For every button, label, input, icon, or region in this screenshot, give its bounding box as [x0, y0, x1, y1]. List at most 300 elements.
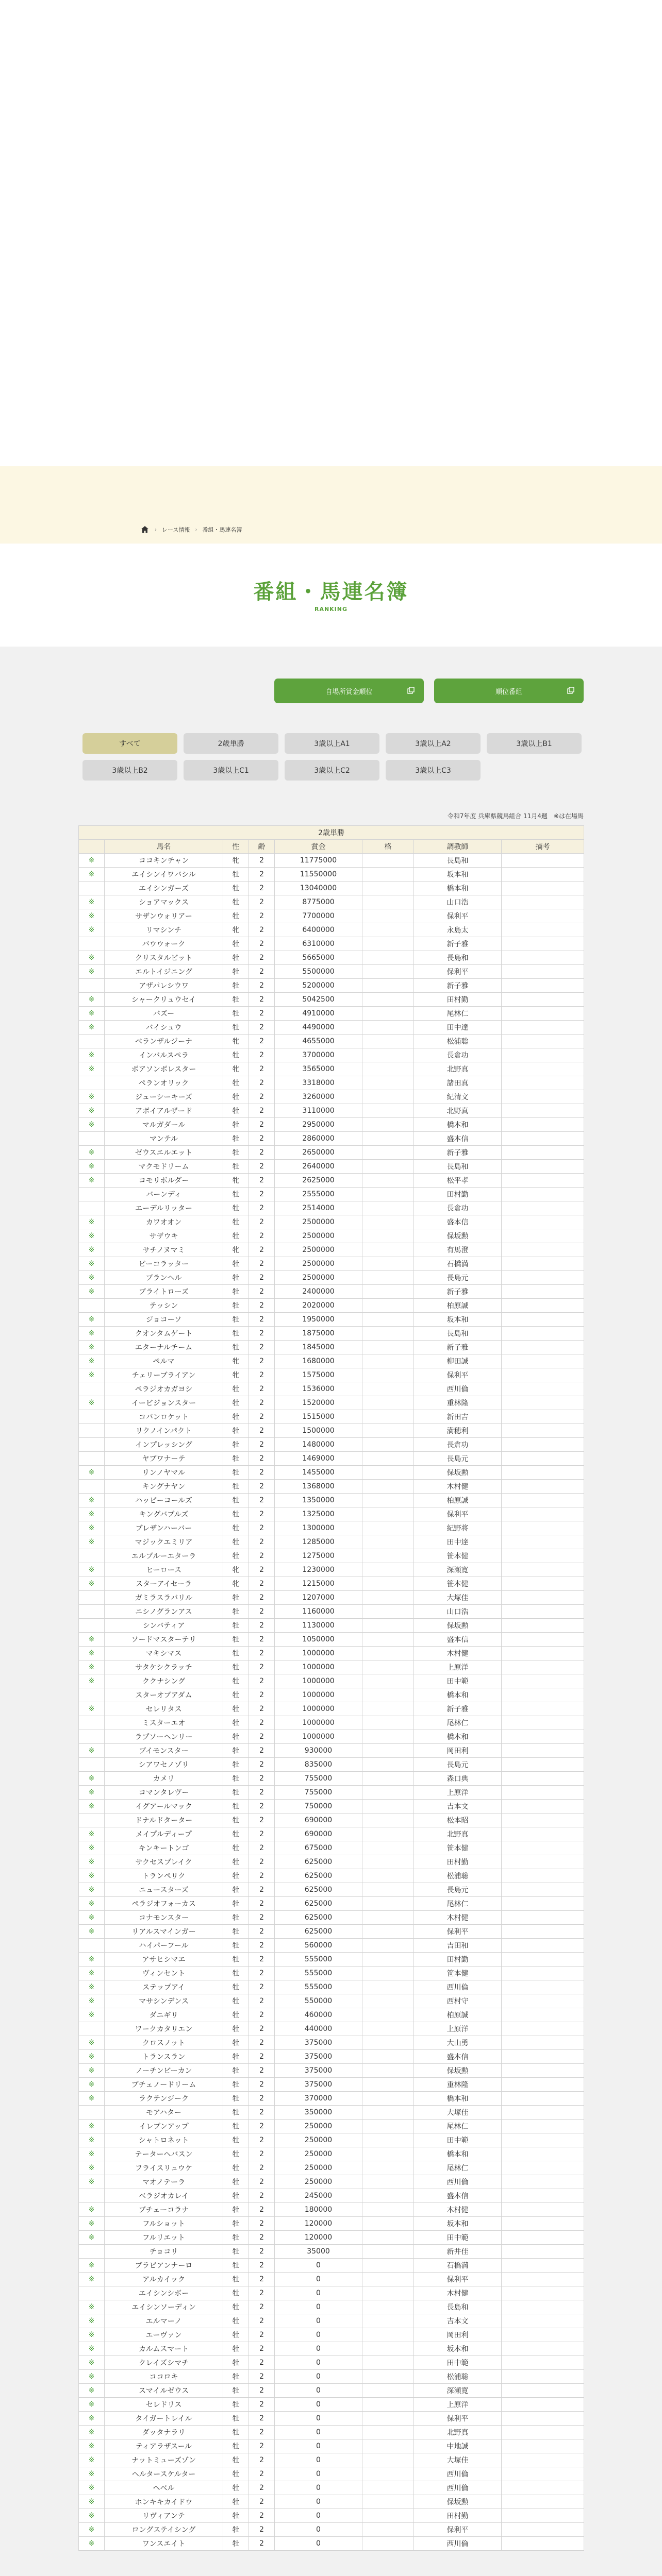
trainer-cell: 松平孝	[414, 1174, 502, 1188]
name-cell: マジックエミリア	[105, 1535, 223, 1549]
mark-cell: ※	[79, 854, 105, 868]
prize-cell: 2500000	[275, 1229, 362, 1243]
name-cell: ペランオリック	[105, 1076, 223, 1090]
name-cell: ステップアイ	[105, 1980, 223, 1994]
mark-cell: ※	[79, 2495, 105, 2509]
table-row	[79, 1466, 584, 1480]
trainer-cell: 田中範	[414, 1674, 502, 1688]
name-cell: イレブンアップ	[105, 2120, 223, 2133]
trainer-cell: 北野真	[414, 1104, 502, 1118]
notes-cell	[502, 2370, 584, 2384]
name-cell: ラプソーヘンリー	[105, 1730, 223, 1744]
age-cell: 2	[249, 2384, 275, 2398]
age-cell: 2	[249, 2481, 275, 2495]
trainer-cell: 笹本健	[414, 1841, 502, 1855]
notes-cell	[502, 2064, 584, 2078]
notes-cell	[502, 2245, 584, 2259]
class-cell	[362, 1048, 414, 1062]
class-cell	[362, 1354, 414, 1368]
name-cell: クロスノット	[105, 2036, 223, 2050]
table-row	[79, 895, 584, 909]
trainer-cell: 中地誠	[414, 2439, 502, 2453]
trainer-cell: 大塚佳	[414, 2106, 502, 2120]
notes-cell	[502, 923, 584, 937]
name-cell: クリスタルビット	[105, 951, 223, 965]
name-cell: バズー	[105, 1007, 223, 1021]
class-cell	[362, 1814, 414, 1827]
table-row	[79, 2509, 584, 2523]
trainer-cell: 長島元	[414, 1758, 502, 1772]
notes-cell	[502, 1480, 584, 1494]
mark-cell: ※	[79, 2008, 105, 2022]
sex-cell: 牡	[223, 1674, 249, 1688]
prize-ranking-button[interactable]	[274, 679, 424, 703]
table-row	[79, 2092, 584, 2106]
notes-cell	[502, 1647, 584, 1660]
filter-3yo-a2[interactable]: 3歳以上A2	[386, 733, 481, 754]
sex-cell: 牡	[223, 1007, 249, 1021]
notes-cell	[502, 1354, 584, 1368]
name-cell: カメリ	[105, 1772, 223, 1786]
sex-cell: 牡	[223, 1410, 249, 1424]
name-cell: サザンウォリアー	[105, 909, 223, 923]
mark-cell: ※	[79, 1021, 105, 1035]
table-row	[79, 1201, 584, 1215]
class-cell	[362, 1994, 414, 2008]
age-cell: 2	[249, 1772, 275, 1786]
age-cell: 2	[249, 1160, 275, 1174]
notes-cell	[502, 1243, 584, 1257]
age-cell: 2	[249, 2078, 275, 2092]
sex-cell: 牡	[223, 2120, 249, 2133]
mark-cell: ※	[79, 2509, 105, 2523]
notes-cell	[502, 1563, 584, 1577]
notes-cell	[502, 1521, 584, 1535]
prize-cell: 2860000	[275, 1132, 362, 1146]
name-cell: エルマーノ	[105, 2314, 223, 2328]
mark-cell: ※	[79, 2120, 105, 2133]
mark-cell: ※	[79, 2439, 105, 2453]
prize-cell: 930000	[275, 1744, 362, 1758]
name-cell: ソードマスターテリ	[105, 1633, 223, 1647]
notes-cell	[502, 1313, 584, 1327]
prize-cell: 1500000	[275, 1424, 362, 1438]
mark-cell: ※	[79, 1897, 105, 1911]
class-cell	[362, 2453, 414, 2467]
name-cell: ロングステイシング	[105, 2523, 223, 2537]
name-cell: ココキンチャン	[105, 854, 223, 868]
trainer-cell: 長島元	[414, 1883, 502, 1897]
table-row	[79, 1090, 584, 1104]
name-cell: スターアイセーラ	[105, 1577, 223, 1591]
mark-cell: ※	[79, 2231, 105, 2245]
class-cell	[362, 1647, 414, 1660]
sex-cell: 牡	[223, 1925, 249, 1939]
trainer-cell: 保坂勲	[414, 1619, 502, 1633]
trainer-cell: 山口浩	[414, 895, 502, 909]
name-cell: ワンスエイト	[105, 2537, 223, 2551]
mark-cell: ※	[79, 1354, 105, 1368]
trainer-cell: 田中達	[414, 1021, 502, 1035]
age-cell: 2	[249, 2523, 275, 2537]
class-cell	[362, 1146, 414, 1160]
notes-cell	[502, 2106, 584, 2120]
mark-cell: ※	[79, 1633, 105, 1647]
class-cell	[362, 1118, 414, 1132]
mark-cell	[79, 1035, 105, 1048]
trainer-cell: 保利平	[414, 2412, 502, 2426]
prize-cell: 2400000	[275, 1285, 362, 1299]
age-cell: 2	[249, 1007, 275, 1021]
age-cell: 2	[249, 2189, 275, 2203]
age-cell: 2	[249, 1048, 275, 1062]
class-cell	[362, 2189, 414, 2203]
prize-cell: 1680000	[275, 1354, 362, 1368]
filter-3yo-a1[interactable]: 3歳以上A1	[285, 733, 379, 754]
prize-cell: 250000	[275, 2133, 362, 2147]
prize-cell: 0	[275, 2328, 362, 2342]
table-row	[79, 923, 584, 937]
sex-cell: 牡	[223, 937, 249, 951]
age-cell: 2	[249, 965, 275, 979]
table-row	[79, 1605, 584, 1619]
notes-cell	[502, 1424, 584, 1438]
notes-cell	[502, 2509, 584, 2523]
sex-cell: 牡	[223, 1535, 249, 1549]
table-row	[79, 2481, 584, 2495]
trainer-cell: 木村健	[414, 1911, 502, 1925]
trainer-cell: 西川倫	[414, 1980, 502, 1994]
age-cell: 2	[249, 1507, 275, 1521]
table-row	[79, 2412, 584, 2426]
name-cell: リヴィアンテ	[105, 2509, 223, 2523]
trainer-cell: 盛本信	[414, 1215, 502, 1229]
prize-cell: 755000	[275, 1772, 362, 1786]
age-cell: 2	[249, 1549, 275, 1563]
mark-cell: ※	[79, 1953, 105, 1967]
mark-cell: ※	[79, 923, 105, 937]
notes-cell	[502, 909, 584, 923]
prize-cell: 3700000	[275, 1048, 362, 1062]
notes-cell	[502, 2050, 584, 2064]
class-cell	[362, 2481, 414, 2495]
prize-cell: 1325000	[275, 1507, 362, 1521]
sex-cell: 牡	[223, 895, 249, 909]
age-cell: 2	[249, 1911, 275, 1925]
filter-3yo-c2[interactable]: 3歳以上C2	[285, 760, 379, 781]
class-cell	[362, 2203, 414, 2217]
class-cell	[362, 2342, 414, 2356]
prize-cell: 0	[275, 2453, 362, 2467]
prize-cell: 625000	[275, 1925, 362, 1939]
mark-cell: ※	[79, 1800, 105, 1814]
trainer-cell: 有馬澄	[414, 1243, 502, 1257]
prize-cell: 2650000	[275, 1146, 362, 1160]
trainer-cell: 吉本文	[414, 2314, 502, 2328]
table-row	[79, 2537, 584, 2551]
name-cell: エイシンシボー	[105, 2286, 223, 2300]
notes-cell	[502, 2022, 584, 2036]
horse-table-wrapper	[78, 825, 584, 2551]
name-cell: ブイモンスター	[105, 1744, 223, 1758]
age-cell: 2	[249, 2537, 275, 2551]
sex-cell: 牡	[223, 1994, 249, 2008]
table-row	[79, 854, 584, 868]
prize-cell: 555000	[275, 1980, 362, 1994]
age-cell: 2	[249, 1591, 275, 1605]
trainer-cell: 満穂利	[414, 1424, 502, 1438]
sex-cell: 牡	[223, 1146, 249, 1160]
age-cell: 2	[249, 2120, 275, 2133]
notes-cell	[502, 2537, 584, 2551]
filter-3yo-b1[interactable]: 3歳以上B1	[487, 733, 582, 754]
notes-cell	[502, 2439, 584, 2453]
trainer-cell: 田村勤	[414, 1953, 502, 1967]
table-row	[79, 2078, 584, 2092]
class-cell	[362, 1188, 414, 1201]
trainer-cell: 保利平	[414, 1507, 502, 1521]
class-cell	[362, 2245, 414, 2259]
sex-cell: 牡	[223, 2064, 249, 2078]
age-cell: 2	[249, 1229, 275, 1243]
prize-cell: 13040000	[275, 882, 362, 895]
prize-cell: 1520000	[275, 1396, 362, 1410]
prize-cell: 0	[275, 2398, 362, 2412]
notes-cell	[502, 1730, 584, 1744]
name-cell: リンノヤマル	[105, 1466, 223, 1480]
mark-cell	[79, 1410, 105, 1424]
prize-cell: 2555000	[275, 1188, 362, 1201]
class-cell	[362, 2050, 414, 2064]
class-cell	[362, 2370, 414, 2384]
sex-cell: 牡	[223, 2523, 249, 2537]
sex-cell: 牡	[223, 1883, 249, 1897]
notes-cell	[502, 2467, 584, 2481]
name-cell: ヤブワナーテ	[105, 1452, 223, 1466]
filter-3yo-c1[interactable]: 3歳以上C1	[184, 760, 278, 781]
name-cell: ブチェノードリーム	[105, 2078, 223, 2092]
filter-2yo[interactable]: 2歳単勝	[184, 733, 278, 754]
notes-cell	[502, 1188, 584, 1201]
age-cell: 2	[249, 1688, 275, 1702]
name-cell: ショアマックス	[105, 895, 223, 909]
prize-cell: 625000	[275, 1897, 362, 1911]
mark-cell: ※	[79, 2259, 105, 2273]
notes-cell	[502, 1605, 584, 1619]
rank-program-button[interactable]	[434, 679, 584, 703]
age-cell: 2	[249, 882, 275, 895]
age-cell: 2	[249, 2092, 275, 2106]
sex-cell: 牡	[223, 1215, 249, 1229]
trainer-cell: 西川倫	[414, 2537, 502, 2551]
class-cell	[362, 1605, 414, 1619]
table-row	[79, 2120, 584, 2133]
table-row	[79, 1438, 584, 1452]
trainer-cell: 盛本信	[414, 1633, 502, 1647]
table-row	[79, 882, 584, 895]
trainer-cell: 重林隆	[414, 2078, 502, 2092]
mark-cell: ※	[79, 1535, 105, 1549]
name-cell: マオノテーラ	[105, 2175, 223, 2189]
mark-cell	[79, 937, 105, 951]
trainer-cell: 長倉功	[414, 1201, 502, 1215]
mark-cell: ※	[79, 1104, 105, 1118]
prize-cell: 1875000	[275, 1327, 362, 1341]
prize-cell: 3260000	[275, 1090, 362, 1104]
name-cell: ブチェーコラナ	[105, 2203, 223, 2217]
age-cell: 2	[249, 2370, 275, 2384]
sex-cell: 牡	[223, 1716, 249, 1730]
prize-cell: 180000	[275, 2203, 362, 2217]
name-cell: エイシンガーズ	[105, 882, 223, 895]
prize-cell: 1000000	[275, 1716, 362, 1730]
table-row	[79, 2300, 584, 2314]
trainer-cell: 木村健	[414, 2203, 502, 2217]
notes-cell	[502, 1633, 584, 1647]
trainer-cell: 新子雅	[414, 1285, 502, 1299]
mark-cell: ※	[79, 1174, 105, 1188]
notes-cell	[502, 1674, 584, 1688]
age-cell: 2	[249, 1869, 275, 1883]
table-row	[79, 1118, 584, 1132]
mark-cell: ※	[79, 2384, 105, 2398]
prize-cell: 250000	[275, 2147, 362, 2161]
age-cell: 2	[249, 1730, 275, 1744]
age-cell: 2	[249, 1716, 275, 1730]
name-cell: シアワセノゾリ	[105, 1758, 223, 1772]
age-cell: 2	[249, 1438, 275, 1452]
prize-cell: 1230000	[275, 1563, 362, 1577]
mark-cell: ※	[79, 2370, 105, 2384]
notes-cell	[502, 2231, 584, 2245]
action-buttons	[0, 679, 662, 703]
sex-cell: 牡	[223, 1758, 249, 1772]
name-cell: フルリエット	[105, 2231, 223, 2245]
table-row	[79, 2245, 584, 2259]
class-cell	[362, 1549, 414, 1563]
trainer-cell: 木村健	[414, 1647, 502, 1660]
prize-cell: 0	[275, 2412, 362, 2426]
mark-cell: ※	[79, 1855, 105, 1869]
prize-cell: 625000	[275, 1855, 362, 1869]
mark-cell: ※	[79, 1271, 105, 1285]
trainer-cell: 長島和	[414, 854, 502, 868]
breadcrumb-race-info[interactable]: レース情報	[162, 527, 190, 533]
age-cell: 2	[249, 2398, 275, 2412]
name-cell: ブレザンハーバー	[105, 1521, 223, 1535]
notes-cell	[502, 1062, 584, 1076]
sex-cell: 牝	[223, 1062, 249, 1076]
trainer-cell: 橋本和	[414, 1688, 502, 1702]
trainer-cell: 田村勤	[414, 1855, 502, 1869]
class-cell	[362, 1911, 414, 1925]
class-cell	[362, 2036, 414, 2050]
age-cell: 2	[249, 2133, 275, 2147]
table-row	[79, 2147, 584, 2161]
name-cell: クレイズシマチ	[105, 2356, 223, 2370]
trainer-cell: 田中範	[414, 2356, 502, 2370]
class-cell	[362, 2467, 414, 2481]
page-title: 番組・馬連名簿	[253, 580, 409, 604]
filter-3yo-c3[interactable]: 3歳以上C3	[386, 760, 481, 781]
filter-3yo-b2[interactable]: 3歳以上B2	[82, 760, 177, 781]
trainer-cell: 木村健	[414, 1480, 502, 1494]
sex-cell: 牡	[223, 1688, 249, 1702]
trainer-cell: 保坂勲	[414, 1466, 502, 1480]
table-row	[79, 1702, 584, 1716]
mark-cell	[79, 1076, 105, 1090]
age-cell: 2	[249, 1980, 275, 1994]
sex-cell: 牡	[223, 2481, 249, 2495]
table-row	[79, 2286, 584, 2300]
mark-cell: ※	[79, 2537, 105, 2551]
prize-cell: 1215000	[275, 1577, 362, 1591]
name-cell: サタケシクラッチ	[105, 1660, 223, 1674]
sex-cell: 牡	[223, 2092, 249, 2106]
sex-cell: 牡	[223, 2495, 249, 2509]
table-row	[79, 1939, 584, 1953]
age-cell: 2	[249, 895, 275, 909]
sex-cell: 牡	[223, 2217, 249, 2231]
mark-cell: ※	[79, 1911, 105, 1925]
notes-cell	[502, 868, 584, 882]
trainer-cell: 長倉功	[414, 1438, 502, 1452]
class-cell	[362, 2078, 414, 2092]
notes-cell	[502, 1744, 584, 1758]
prize-cell: 1000000	[275, 1730, 362, 1744]
sex-cell: 牡	[223, 2161, 249, 2175]
table-row	[79, 2008, 584, 2022]
name-cell: アルカイック	[105, 2273, 223, 2286]
prize-cell: 2514000	[275, 1201, 362, 1215]
age-cell: 2	[249, 2314, 275, 2328]
notes-cell	[502, 1911, 584, 1925]
name-cell: アサヒシマエ	[105, 1953, 223, 1967]
class-cell	[362, 1869, 414, 1883]
mark-cell: ※	[79, 1118, 105, 1132]
trainer-cell: 山口浩	[414, 1605, 502, 1619]
trainer-cell: 柏原誠	[414, 1494, 502, 1507]
mark-cell: ※	[79, 1090, 105, 1104]
age-cell: 2	[249, 1883, 275, 1897]
trainer-cell: 柏原誠	[414, 1299, 502, 1313]
mark-cell	[79, 1299, 105, 1313]
age-cell: 2	[249, 2050, 275, 2064]
trainer-cell: 坂本和	[414, 1313, 502, 1327]
class-cell	[362, 951, 414, 965]
age-cell: 2	[249, 1563, 275, 1577]
sex-cell: 牡	[223, 2231, 249, 2245]
class-cell	[362, 1841, 414, 1855]
table-row	[79, 2273, 584, 2286]
filter-all[interactable]: すべて	[82, 733, 177, 754]
home-icon[interactable]	[140, 525, 150, 534]
name-cell: ククナシング	[105, 1674, 223, 1688]
prize-cell: 1575000	[275, 1368, 362, 1382]
trainer-cell: 保利平	[414, 1925, 502, 1939]
class-cell	[362, 1035, 414, 1048]
notes-cell	[502, 1118, 584, 1132]
age-cell: 2	[249, 1188, 275, 1201]
notes-cell	[502, 1535, 584, 1549]
table-row	[79, 1354, 584, 1368]
mark-cell	[79, 1480, 105, 1494]
notes-cell	[502, 2342, 584, 2356]
notes-cell	[502, 2384, 584, 2398]
table-row	[79, 1577, 584, 1591]
table-row	[79, 868, 584, 882]
class-cell	[362, 1090, 414, 1104]
